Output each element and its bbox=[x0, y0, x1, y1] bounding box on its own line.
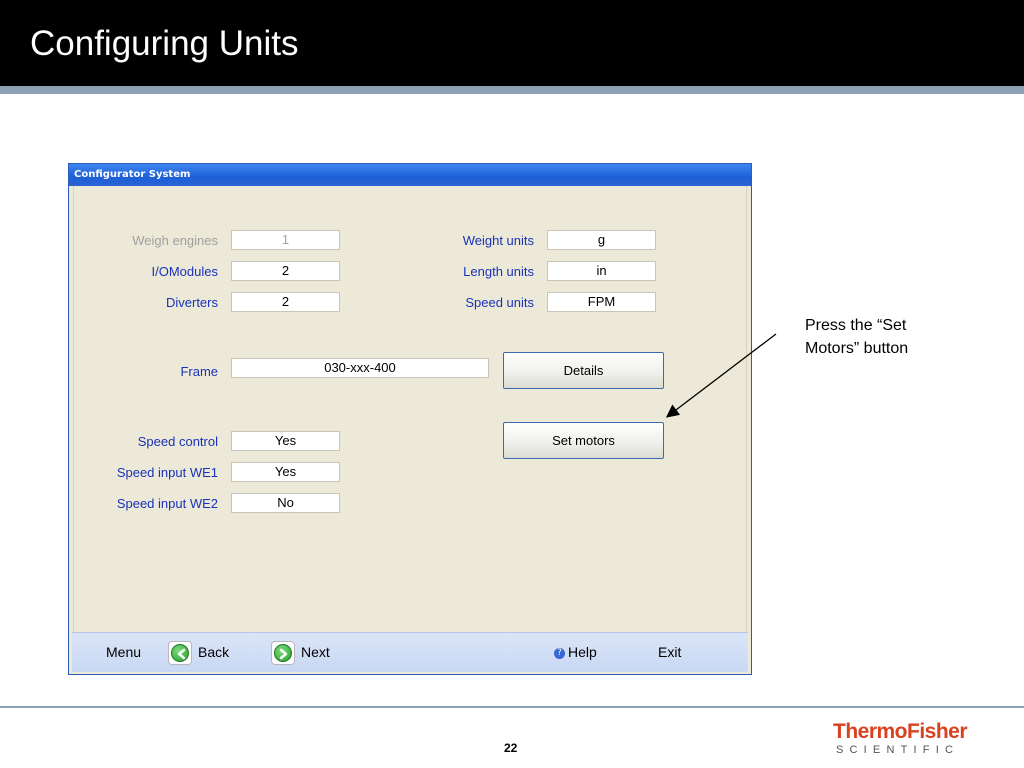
length-units-label: Length units bbox=[463, 264, 534, 279]
weigh-engines-field: 1 bbox=[231, 230, 340, 250]
frame-field[interactable]: 030-xxx-400 bbox=[231, 358, 489, 378]
set-motors-button[interactable]: Set motors bbox=[503, 422, 664, 459]
speed-input-we2-label: Speed input WE2 bbox=[116, 496, 218, 511]
weigh-engines-label: Weigh engines bbox=[132, 233, 218, 248]
speed-units-field[interactable]: FPM bbox=[547, 292, 656, 312]
back-button[interactable]: Back bbox=[198, 644, 230, 660]
slide-title: Configuring Units bbox=[30, 24, 299, 63]
help-icon[interactable]: ? bbox=[554, 648, 565, 659]
callout-line-2: Motors” button bbox=[805, 340, 909, 357]
speed-control-label: Speed control bbox=[137, 434, 218, 449]
menu-button[interactable]: Menu bbox=[106, 644, 142, 660]
weight-units-field[interactable]: g bbox=[547, 230, 656, 250]
weight-units-label: Weight units bbox=[462, 233, 534, 248]
footer-divider bbox=[0, 706, 1024, 708]
frame-label: Frame bbox=[180, 364, 218, 379]
diverters-field[interactable]: 2 bbox=[231, 292, 340, 312]
exit-button[interactable]: Exit bbox=[658, 644, 682, 660]
length-units-field[interactable]: in bbox=[547, 261, 656, 281]
callout-line-1: Press the “Set bbox=[805, 317, 907, 334]
speed-input-we1-field[interactable]: Yes bbox=[231, 462, 340, 482]
help-button[interactable]: Help bbox=[568, 644, 597, 660]
details-button[interactable]: Details bbox=[503, 352, 664, 389]
thermo-fisher-logo bbox=[833, 720, 978, 760]
page-number: 22 bbox=[504, 741, 518, 755]
diverters-label: Diverters bbox=[165, 295, 218, 310]
speed-control-field[interactable]: Yes bbox=[231, 431, 340, 451]
speed-units-label: Speed units bbox=[465, 295, 534, 310]
io-modules-field[interactable]: 2 bbox=[231, 261, 340, 281]
io-modules-label: I/OModules bbox=[151, 264, 218, 279]
speed-input-we2-field[interactable]: No bbox=[231, 493, 340, 513]
speed-input-we1-label: Speed input WE1 bbox=[116, 465, 218, 480]
logo-wordmark: ThermoFisher bbox=[833, 720, 968, 743]
next-button[interactable]: Next bbox=[301, 644, 330, 660]
window-title: Configurator System bbox=[74, 169, 191, 180]
logo-subtitle: SCIENTIFIC bbox=[836, 744, 960, 756]
